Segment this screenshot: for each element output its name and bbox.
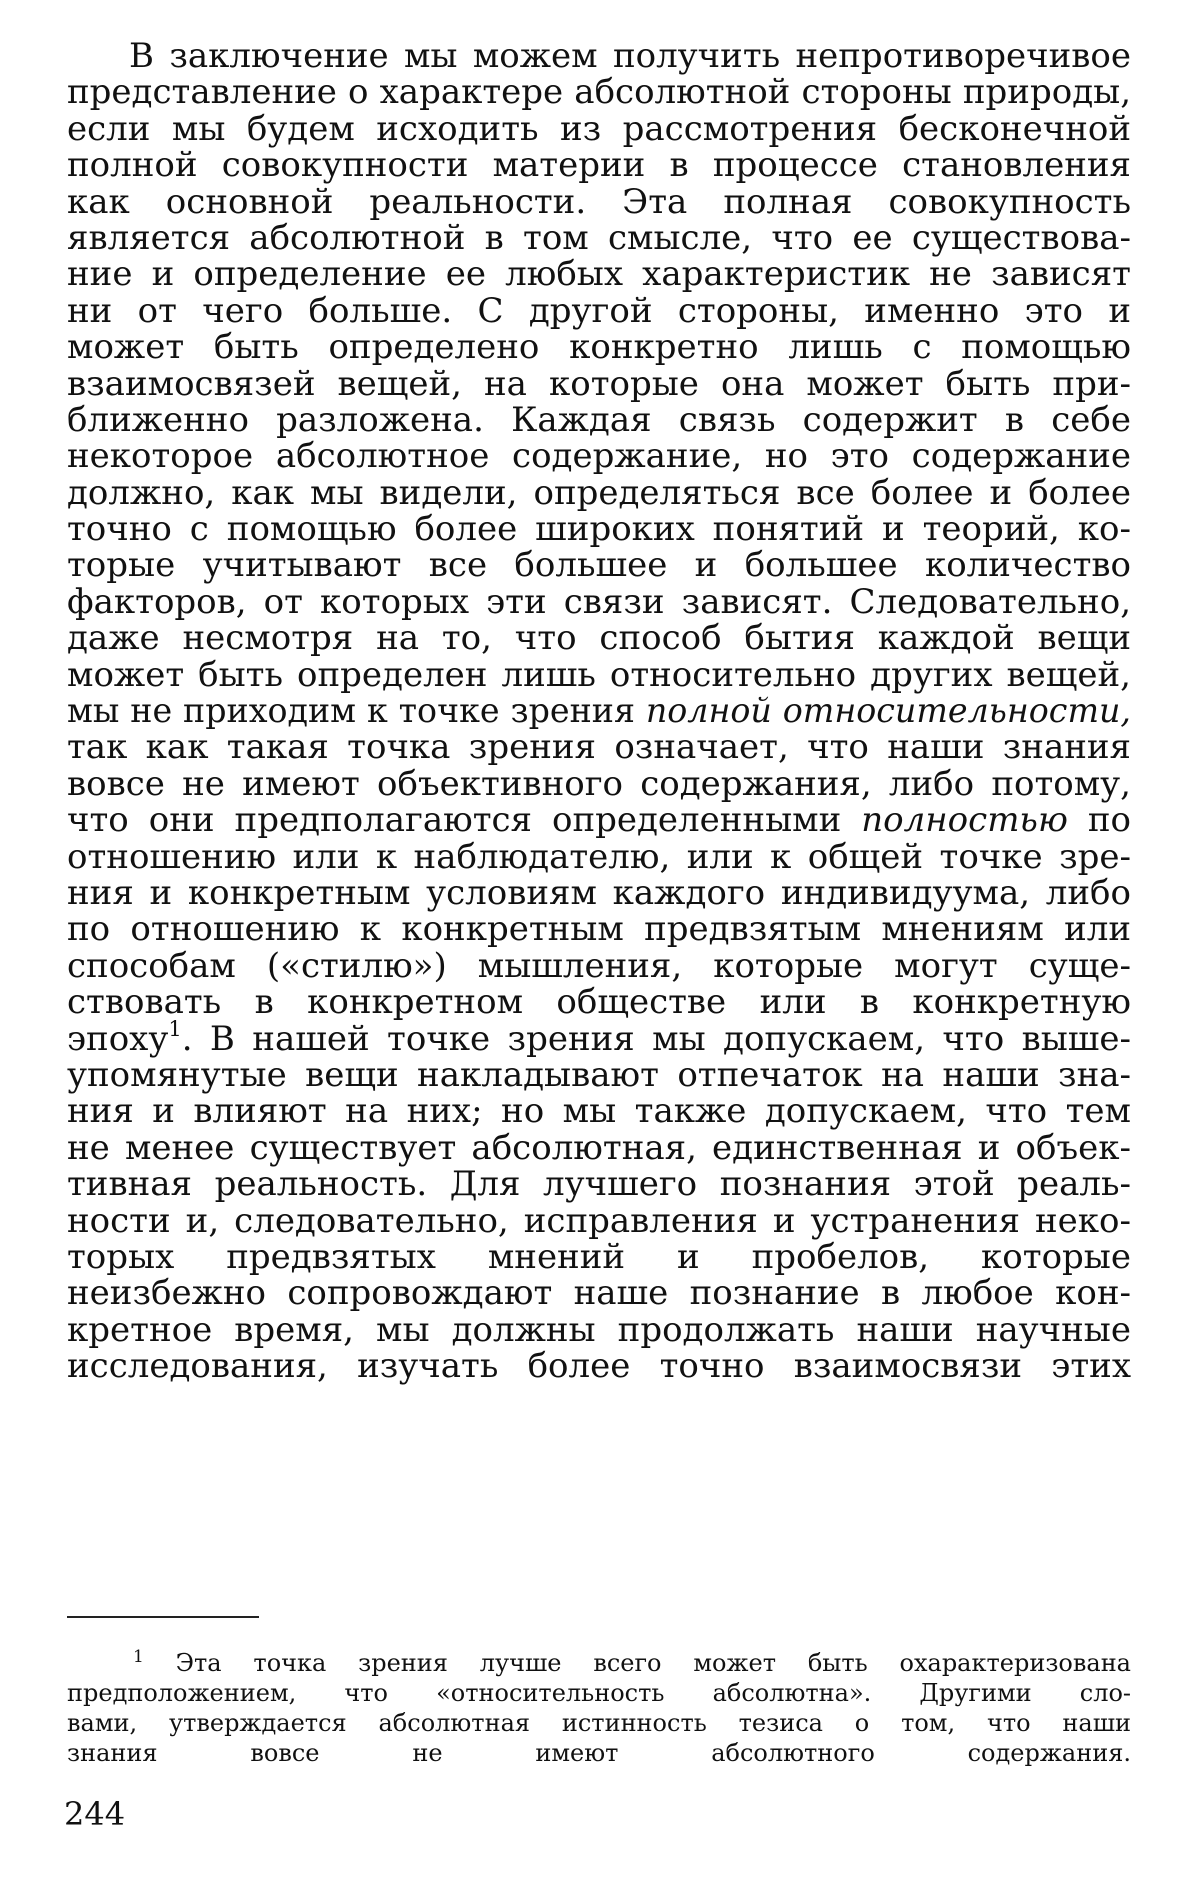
text-segment: ствовать в конкретном обществе или в конкретную — [67, 982, 1131, 1023]
text-segment: по — [1067, 800, 1131, 841]
text-line — [67, 472, 1131, 513]
footnote-line — [67, 1648, 1131, 1678]
text-line — [67, 800, 1131, 841]
text-line — [67, 1200, 1131, 1241]
text-segment: способам («стилю») мышления, которые могут суще- — [67, 945, 1131, 986]
text-line — [67, 581, 1131, 622]
text-segment: представление о характере абсолютной стороны природы, — [67, 72, 1131, 113]
footnote-marker: 1 — [133, 1647, 144, 1667]
text-line — [67, 618, 1131, 659]
text-segment: исследования, изучать более точно взаимосвязи этих — [67, 1346, 1131, 1387]
text-line — [67, 763, 1131, 804]
footnote — [67, 1648, 1131, 1768]
text-line — [67, 1346, 1131, 1387]
footnote-line — [67, 1738, 1131, 1768]
text-segment: если мы будем исходить из рассмотрения бесконечной — [67, 108, 1131, 149]
text-line — [67, 509, 1131, 550]
text-line — [67, 654, 1131, 695]
footnote-text: вами, утверждается абсолютная истинность тезиса о том, что наши — [67, 1709, 1131, 1737]
text-line — [67, 38, 1131, 74]
footnote-line — [67, 1708, 1131, 1738]
text-segment: не менее существует абсолютная, единственная и объек- — [67, 1127, 1131, 1168]
text-line — [67, 1273, 1131, 1314]
text-line — [67, 1309, 1131, 1350]
italic-text: полной относительности, — [645, 691, 1131, 731]
text-segment: как основной реальности. Эта полная совокупность — [67, 181, 1131, 222]
text-segment: точно с помощью более широких понятий и теорий, ко- — [67, 509, 1131, 550]
text-segment: торых предвзятых мнений и пробелов, которые — [67, 1236, 1131, 1277]
text-line — [67, 1091, 1131, 1132]
text-segment: тивная реальность. Для лучшего познания этой реаль- — [67, 1164, 1131, 1205]
text-line — [67, 1127, 1131, 1168]
text-line — [67, 693, 1131, 729]
text-segment: полной совокупности материи в процессе становления — [67, 145, 1131, 186]
text-segment: может быть определено конкретно лишь с помощью — [67, 327, 1131, 368]
text-segment: что они предполагаются определенными — [67, 800, 862, 841]
text-line — [67, 399, 1131, 440]
text-line — [67, 545, 1131, 586]
footnote-text: знания вовсе не имеют абсолютного содержания. — [67, 1739, 1131, 1767]
text-segment: факторов, от которых эти связи зависят. Следовательно, — [67, 581, 1131, 622]
text-segment: по отношению к конкретным предвзятым мнениям или — [67, 909, 1131, 950]
text-line — [67, 945, 1131, 986]
text-segment: ния и конкретным условиям каждого индивидуума, либо — [67, 872, 1131, 913]
footnote-text: предположением, что «относительность абсолютна». Другими сло- — [67, 1679, 1131, 1707]
text-segment: ние и определение ее любых характеристик не зависят — [67, 254, 1131, 295]
page-number: 244 — [64, 1795, 126, 1833]
text-line — [67, 363, 1131, 404]
text-segment: ни от чего больше. С другой стороны, именно это и — [67, 290, 1131, 331]
text-segment: неизбежно сопровождают наше познание в любое кон- — [67, 1273, 1131, 1314]
text-line — [67, 872, 1131, 913]
footnote-reference: 1 — [168, 1016, 182, 1041]
text-segment: В заключение мы можем получить непротиворечивое — [129, 36, 1131, 76]
text-segment: ности и, следовательно, исправления и устранения неко- — [67, 1200, 1131, 1241]
text-line — [67, 327, 1131, 368]
text-segment: мы не приходим к точке зрения — [67, 691, 646, 731]
text-segment: является абсолютной в том смысле, что ее существова- — [67, 217, 1131, 258]
text-segment: вовсе не имеют объективного содержания, либо потому, — [67, 763, 1131, 804]
text-segment: взаимосвязей вещей, на которые она может быть при- — [67, 363, 1131, 404]
text-line — [67, 254, 1131, 295]
text-line — [67, 1054, 1131, 1095]
text-line — [67, 217, 1131, 258]
text-line — [67, 836, 1131, 877]
text-segment: даже несмотря на то, что способ бытия каждой вещи — [67, 618, 1131, 659]
text-line — [67, 145, 1131, 186]
text-segment: некоторое абсолютное содержание, но это содержание — [67, 436, 1131, 477]
text-segment: торые учитывают все большее и большее количество — [67, 545, 1131, 586]
text-segment: отношению или к наблюдателю, или к общей точке зре- — [67, 836, 1131, 877]
text-line — [67, 1236, 1131, 1277]
text-line — [67, 1016, 1131, 1059]
text-segment: может быть определен лишь относительно других вещей, — [67, 654, 1131, 695]
text-segment: должно, как мы видели, определяться все более и более — [67, 472, 1131, 513]
text-line — [67, 436, 1131, 477]
text-segment: так как такая точка зрения означает, что наши знания — [67, 727, 1131, 768]
footnote-divider — [67, 1616, 259, 1618]
text-segment: ближенно разложена. Каждая связь содержит в себе — [67, 399, 1131, 440]
text-line — [67, 108, 1131, 149]
text-segment: упомянутые вещи накладывают отпечаток на наши зна- — [67, 1054, 1131, 1095]
text-line — [67, 909, 1131, 950]
text-line — [67, 72, 1131, 113]
text-line — [67, 181, 1131, 222]
text-line — [67, 290, 1131, 331]
text-line — [67, 727, 1131, 768]
footnote-line — [67, 1678, 1131, 1708]
italic-text: полностью — [861, 800, 1068, 841]
footnote-text: Эта точка зрения лучше всего может быть охарактеризована — [175, 1649, 1131, 1677]
text-segment: ния и влияют на них; но мы также допускаем, что тем — [67, 1091, 1131, 1132]
text-line — [67, 1164, 1131, 1205]
text-segment: кретное время, мы должны продолжать наши научные — [67, 1309, 1131, 1350]
text-segment: эпоху — [67, 1018, 169, 1059]
text-line — [67, 982, 1131, 1023]
text-segment: . В нашей точке зрения мы допускаем, что выше- — [181, 1018, 1131, 1059]
main-text — [67, 36, 1131, 1387]
